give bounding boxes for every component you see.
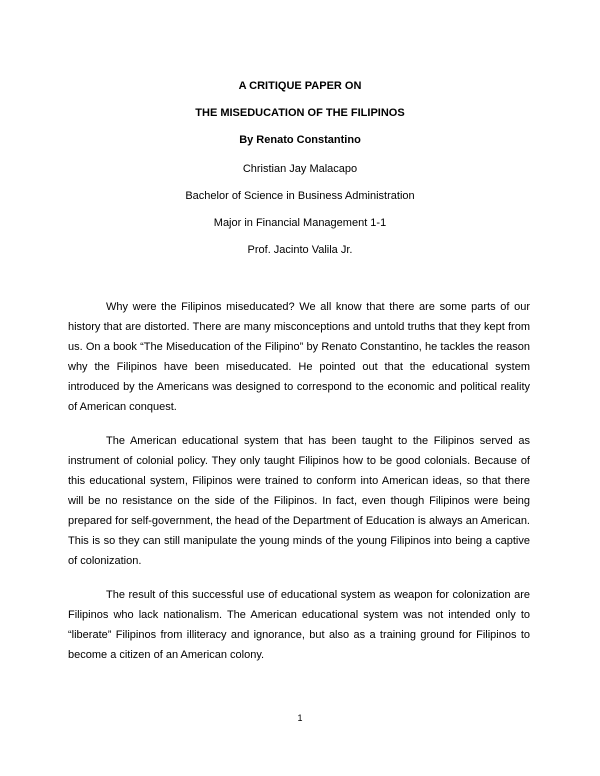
author-line: By Renato Constantino — [239, 134, 361, 146]
title-block — [0, 79, 600, 270]
degree-line: Bachelor of Science in Business Administration — [185, 190, 415, 202]
paragraph-3: The result of this successful use of educational system as weapon for colonization are Filipinos who lack nationalism. The American educational system was not intended only to “liberate” Filipinos from illiteracy and ignorance, but also as a training ground for Filipinos to become a citizen of an American colony. — [68, 589, 530, 661]
student-name: Christian Jay Malacapo — [242, 163, 358, 175]
body-text — [68, 297, 530, 679]
professor-line: Prof. Jacinto Valila Jr. — [247, 244, 353, 256]
paragraph-2: The American educational system that has been taught to the Filipinos served as instrument of colonial policy. They only taught Filipinos how to be good colonials. Because of this educational system, Filipinos were trained to conform into American ideas, so that there will be no resistance on the side of the Filipinos. In fact, even though Filipinos were being prepared for self-government, the head of the Department of Education is always an American. This is so they can still manipulate the young minds of the young Filipinos into being a captive of colonization. — [68, 435, 530, 567]
major-line: Major in Financial Management 1-1 — [213, 217, 387, 229]
page-number: 1 — [297, 713, 303, 723]
title-line-1: A CRITIQUE PAPER ON — [238, 80, 362, 92]
paragraph-1: Why were the Filipinos miseducated? We all know that there are some parts of our history that are distorted. There are many misconceptions and untold truths that they kept from us. On a book “The Miseducation of the Filipino” by Renato Constantino, he tackles the reason why the Filipinos have been miseducated. He pointed out that the educational system introduced by the Americans was designed to correspond to the economic and political reality of American conquest. — [68, 301, 530, 413]
title-line-2: THE MISEDUCATION OF THE FILIPINOS — [195, 107, 405, 119]
